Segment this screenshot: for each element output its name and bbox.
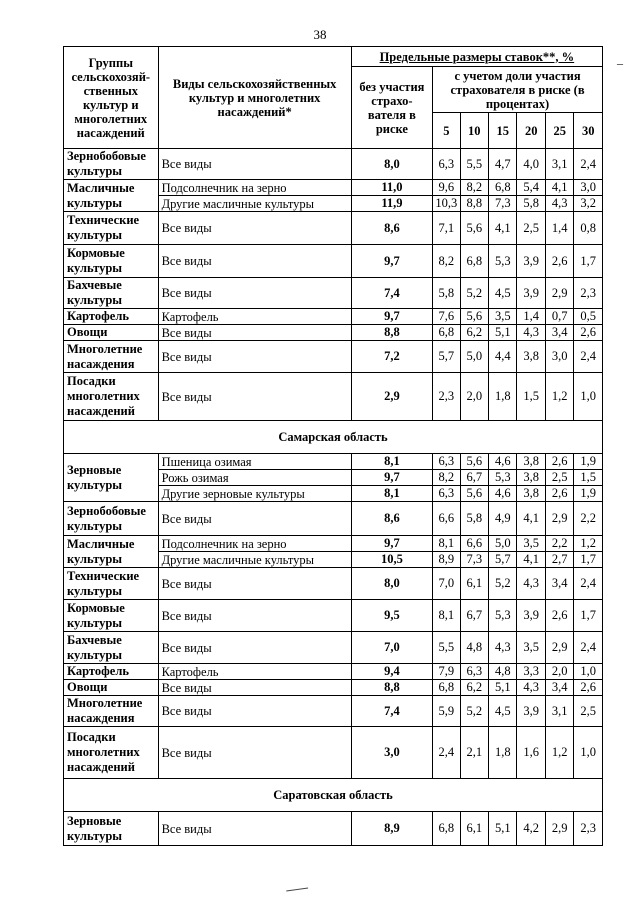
share-rate: 2,6 [574,325,603,341]
share-rate: 1,8 [489,373,517,421]
base-rate: 7,2 [351,341,432,373]
share-rate: 6,1 [460,812,488,846]
group-name: Зерновые культуры [64,812,159,846]
share-rate: 6,3 [460,664,488,680]
share-rate: 1,7 [574,245,603,278]
share-rate: 5,2 [489,568,517,600]
share-rate: 6,3 [433,454,460,470]
crop-kind: Все виды [158,341,351,373]
group-name: Бахчевые культуры [64,632,159,664]
insurance-rate-table [63,46,603,846]
share-rate: 4,3 [489,632,517,664]
share-rate: 2,3 [574,812,603,846]
share-rate: 5,0 [460,341,488,373]
share-rate: 5,8 [517,196,545,212]
crop-kind: Картофель [158,664,351,680]
share-rate: 3,9 [517,600,545,632]
crop-kind: Все виды [158,600,351,632]
share-rate: 1,0 [574,373,603,421]
share-rate: 6,7 [460,600,488,632]
share-rate: 4,1 [517,552,545,568]
base-rate: 7,4 [351,696,432,727]
table-row [64,536,603,552]
share-rate: 3,1 [545,149,573,180]
base-rate: 10,5 [351,552,432,568]
crop-kind: Другие зерновые культуры [158,486,351,502]
share-rate: 9,6 [433,180,460,196]
header-with: с учетом доли участия страхователя в риске (в процентах) [433,67,603,113]
share-rate: 6,8 [433,812,460,846]
share-rate: 5,9 [433,696,460,727]
crop-kind: Все виды [158,212,351,245]
share-rate: 4,6 [489,486,517,502]
group-name: Зернобобовые культуры [64,502,159,536]
crop-kind: Пшеница озимая [158,454,351,470]
table-row [64,812,603,846]
group-name: Масличные культуры [64,180,159,212]
table-row [64,245,603,278]
share-rate: 7,9 [433,664,460,680]
share-rate: 7,6 [433,309,460,325]
crop-kind: Все виды [158,278,351,309]
handwritten-mark [286,884,308,891]
share-rate: 3,9 [517,696,545,727]
share-rate: 2,6 [574,680,603,696]
table-row [64,180,603,196]
share-rate: 2,7 [545,552,573,568]
share-rate: 1,4 [517,309,545,325]
share-rate: 5,3 [489,470,517,486]
base-rate: 9,7 [351,536,432,552]
share-rate: 2,3 [433,373,460,421]
share-rate: 2,5 [517,212,545,245]
base-rate: 9,4 [351,664,432,680]
table-row [64,600,603,632]
crop-kind: Подсолнечник на зерно [158,536,351,552]
table-row [64,149,603,180]
share-rate: 5,1 [489,812,517,846]
base-rate: 7,0 [351,632,432,664]
crop-kind: Подсолнечник на зерно [158,180,351,196]
share-rate: 5,2 [460,278,488,309]
share-rate: 6,6 [460,536,488,552]
share-rate: 3,9 [517,245,545,278]
share-rate: 2,0 [460,373,488,421]
share-rate: 4,0 [517,149,545,180]
group-name: Многолетние насаждения [64,696,159,727]
share-rate: 3,0 [574,180,603,196]
crop-kind: Все виды [158,502,351,536]
share-rate: 3,4 [545,325,573,341]
share-rate: 4,7 [489,149,517,180]
share-rate: 5,7 [433,341,460,373]
share-rate: 1,6 [517,727,545,779]
share-rate: 3,4 [545,680,573,696]
share-rate: 4,2 [517,812,545,846]
table-row [64,325,603,341]
table-row [64,212,603,245]
share-rate: 2,9 [545,278,573,309]
table-row [64,341,603,373]
crop-kind: Рожь озимая [158,470,351,486]
share-rate: 5,8 [433,278,460,309]
base-rate: 8,8 [351,325,432,341]
share-rate: 6,8 [489,180,517,196]
base-rate: 8,1 [351,486,432,502]
base-rate: 2,9 [351,373,432,421]
share-rate: 1,7 [574,600,603,632]
table-row [64,680,603,696]
table-row [64,632,603,664]
share-rate: 3,2 [574,196,603,212]
table-row [64,727,603,779]
share-rate: 1,8 [489,727,517,779]
crop-kind: Все виды [158,373,351,421]
base-rate: 9,7 [351,309,432,325]
share-rate: 3,8 [517,454,545,470]
share-rate: 8,2 [433,470,460,486]
share-rate: 8,9 [433,552,460,568]
share-rate: 5,8 [460,502,488,536]
share-rate: 5,6 [460,486,488,502]
share-rate: 5,2 [460,696,488,727]
share-rate: 5,6 [460,454,488,470]
table-row [64,568,603,600]
share-rate: 8,2 [460,180,488,196]
crop-kind: Все виды [158,680,351,696]
share-rate: 6,8 [460,245,488,278]
header-share: 25 [545,113,573,149]
share-rate: 4,1 [517,502,545,536]
share-rate: 7,3 [489,196,517,212]
share-rate: 6,2 [460,680,488,696]
table-row [64,373,603,421]
share-rate: 4,3 [517,680,545,696]
crop-kind: Все виды [158,149,351,180]
base-rate: 9,7 [351,470,432,486]
header-share: 20 [517,113,545,149]
group-name: Посадки многолетних насаждений [64,727,159,779]
share-rate: 4,1 [489,212,517,245]
header-share: 30 [574,113,603,149]
table-row [64,664,603,680]
share-rate: 0,7 [545,309,573,325]
group-name: Кормовые культуры [64,245,159,278]
share-rate: 6,7 [460,470,488,486]
section-row [64,421,603,454]
share-rate: 5,6 [460,309,488,325]
share-rate: 2,6 [545,600,573,632]
share-rate: 1,9 [574,486,603,502]
header-share: 15 [489,113,517,149]
section-title: Самарская область [64,421,603,454]
group-name: Посадки многолетних насаждений [64,373,159,421]
crop-kind: Все виды [158,632,351,664]
section-row [64,779,603,812]
share-rate: 1,5 [574,470,603,486]
share-rate: 6,8 [433,680,460,696]
share-rate: 2,0 [545,664,573,680]
share-rate: 3,8 [517,486,545,502]
crop-kind: Все виды [158,245,351,278]
share-rate: 0,8 [574,212,603,245]
share-rate: 8,1 [433,600,460,632]
share-rate: 5,1 [489,325,517,341]
base-rate: 8,6 [351,502,432,536]
margin-mark: – [617,56,623,70]
share-rate: 6,1 [460,568,488,600]
crop-kind: Другие масличные культуры [158,552,351,568]
share-rate: 2,9 [545,632,573,664]
base-rate: 11,9 [351,196,432,212]
group-name: Технические культуры [64,568,159,600]
share-rate: 10,3 [433,196,460,212]
share-rate: 1,0 [574,727,603,779]
share-rate: 1,5 [517,373,545,421]
share-rate: 3,9 [517,278,545,309]
base-rate: 8,8 [351,680,432,696]
share-rate: 3,3 [517,664,545,680]
share-rate: 2,9 [545,502,573,536]
share-rate: 1,2 [545,373,573,421]
group-name: Овощи [64,680,159,696]
share-rate: 8,1 [433,536,460,552]
share-rate: 1,9 [574,454,603,470]
share-rate: 2,9 [545,812,573,846]
share-rate: 3,8 [517,470,545,486]
share-rate: 3,0 [545,341,573,373]
group-name: Овощи [64,325,159,341]
share-rate: 2,5 [545,470,573,486]
share-rate: 4,3 [545,196,573,212]
group-name: Бахчевые культуры [64,278,159,309]
share-rate: 2,3 [574,278,603,309]
share-rate: 4,6 [489,454,517,470]
base-rate: 11,0 [351,180,432,196]
header-without: без участия страхо-вателя в риске [351,67,432,149]
share-rate: 2,6 [545,245,573,278]
share-rate: 4,3 [517,568,545,600]
share-rate: 5,6 [460,212,488,245]
share-rate: 4,3 [517,325,545,341]
share-rate: 2,6 [545,454,573,470]
share-rate: 4,9 [489,502,517,536]
crop-kind: Другие масличные культуры [158,196,351,212]
share-rate: 1,7 [574,552,603,568]
header-kind: Виды сельскохозяйственных культур и многолетних насаждений* [158,47,351,149]
table-row [64,696,603,727]
share-rate: 3,5 [489,309,517,325]
share-rate: 2,2 [574,502,603,536]
share-rate: 4,8 [460,632,488,664]
share-rate: 5,7 [489,552,517,568]
header-share: 10 [460,113,488,149]
share-rate: 4,5 [489,278,517,309]
share-rate: 4,1 [545,180,573,196]
share-rate: 2,4 [574,568,603,600]
share-rate: 1,2 [545,727,573,779]
share-rate: 3,4 [545,568,573,600]
header-group: Группы сельскохозяй-ственных культур и многолетних насаждений [64,47,159,149]
share-rate: 3,5 [517,632,545,664]
share-rate: 4,4 [489,341,517,373]
crop-kind: Все виды [158,325,351,341]
share-rate: 2,6 [545,486,573,502]
share-rate: 7,3 [460,552,488,568]
share-rate: 5,5 [460,149,488,180]
share-rate: 3,5 [517,536,545,552]
base-rate: 3,0 [351,727,432,779]
section-title: Саратовская область [64,779,603,812]
share-rate: 5,1 [489,680,517,696]
group-name: Картофель [64,664,159,680]
share-rate: 1,2 [574,536,603,552]
table-row [64,278,603,309]
group-name: Технические культуры [64,212,159,245]
share-rate: 7,0 [433,568,460,600]
share-rate: 4,5 [489,696,517,727]
page-number: 38 [313,27,327,42]
share-rate: 2,1 [460,727,488,779]
table-row [64,502,603,536]
base-rate: 7,4 [351,278,432,309]
share-rate: 1,0 [574,664,603,680]
share-rate: 5,3 [489,600,517,632]
share-rate: 1,4 [545,212,573,245]
share-rate: 2,4 [433,727,460,779]
base-rate: 8,0 [351,568,432,600]
share-rate: 2,4 [574,149,603,180]
base-rate: 9,5 [351,600,432,632]
share-rate: 0,5 [574,309,603,325]
share-rate: 6,2 [460,325,488,341]
table-body [64,149,603,846]
crop-kind: Картофель [158,309,351,325]
share-rate: 8,2 [433,245,460,278]
group-name: Кормовые культуры [64,600,159,632]
base-rate: 8,0 [351,149,432,180]
group-name: Масличные культуры [64,536,159,568]
share-rate: 6,3 [433,486,460,502]
share-rate: 6,3 [433,149,460,180]
share-rate: 5,3 [489,245,517,278]
share-rate: 6,8 [433,325,460,341]
share-rate: 8,8 [460,196,488,212]
table-row [64,454,603,470]
share-rate: 6,6 [433,502,460,536]
table-row [64,309,603,325]
share-rate: 5,0 [489,536,517,552]
share-rate: 2,4 [574,341,603,373]
share-rate: 4,8 [489,664,517,680]
crop-kind: Все виды [158,696,351,727]
crop-kind: Все виды [158,568,351,600]
group-name: Зерновые культуры [64,454,159,502]
group-name: Картофель [64,309,159,325]
share-rate: 7,1 [433,212,460,245]
header-share: 5 [433,113,460,149]
share-rate: 2,2 [545,536,573,552]
table-header [64,47,603,149]
crop-kind: Все виды [158,727,351,779]
share-rate: 5,4 [517,180,545,196]
share-rate: 2,5 [574,696,603,727]
share-rate: 3,8 [517,341,545,373]
share-rate: 5,5 [433,632,460,664]
base-rate: 8,1 [351,454,432,470]
share-rate: 3,1 [545,696,573,727]
group-name: Многолетние насаждения [64,341,159,373]
base-rate: 8,6 [351,212,432,245]
base-rate: 9,7 [351,245,432,278]
crop-kind: Все виды [158,812,351,846]
group-name: Зернобобовые культуры [64,149,159,180]
header-limit: Предельные размеры ставок**, % [351,47,602,67]
share-rate: 2,4 [574,632,603,664]
base-rate: 8,9 [351,812,432,846]
